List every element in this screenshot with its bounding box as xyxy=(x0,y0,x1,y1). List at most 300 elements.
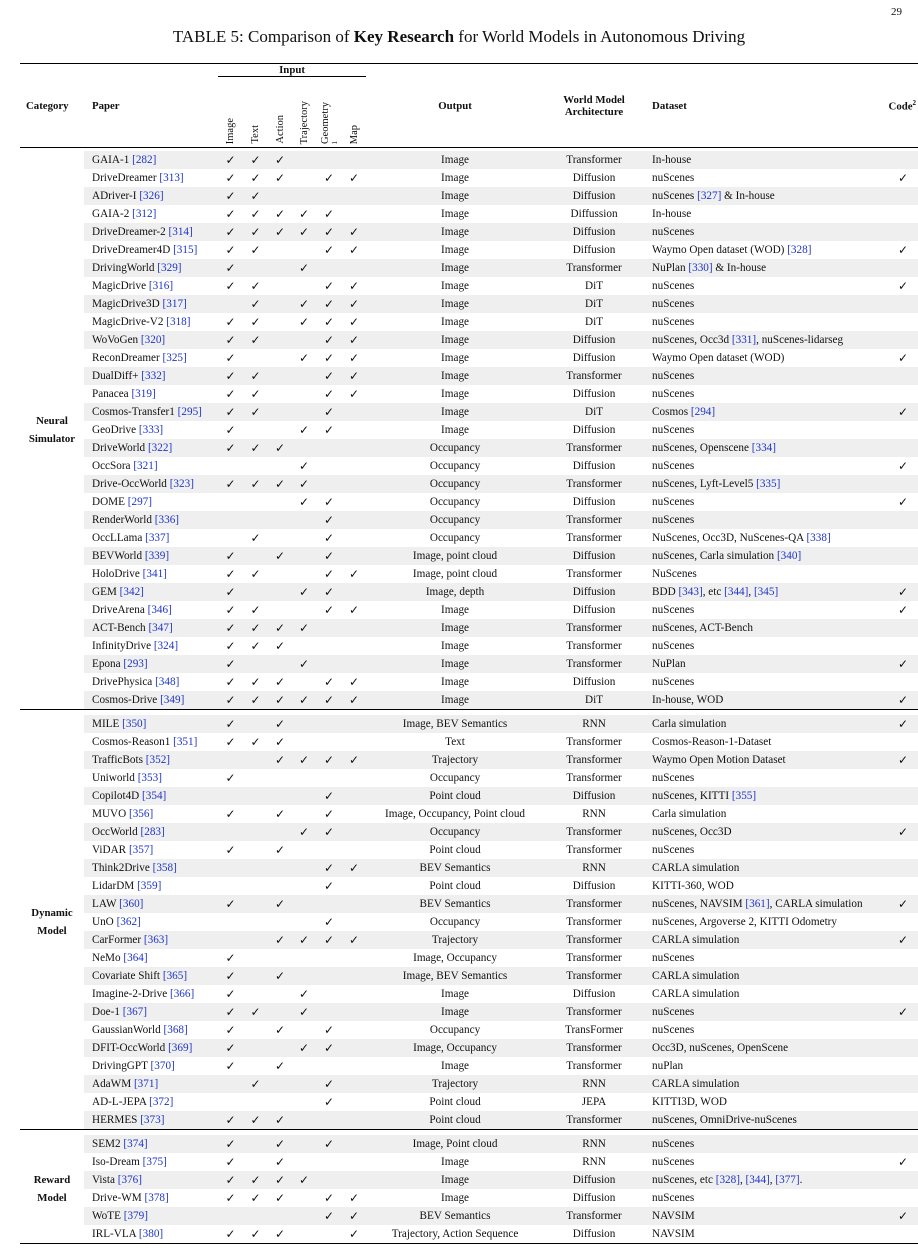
paper-ref[interactable]: [356] xyxy=(128,808,154,820)
input-trajectory-cell xyxy=(292,475,316,493)
code-cell xyxy=(880,1189,918,1207)
output-cell: Point cloud xyxy=(366,787,544,805)
input-action-cell xyxy=(268,151,292,169)
check-mark: ✓ xyxy=(298,477,310,491)
input-action-cell xyxy=(268,1021,292,1039)
paper-ref[interactable]: [372] xyxy=(149,1096,174,1108)
input-geometry-cell xyxy=(316,655,342,673)
code-cell xyxy=(880,385,918,403)
paper-ref[interactable]: [371] xyxy=(133,1078,159,1090)
paper-name: DriveDreamer xyxy=(92,172,157,184)
dataset-ref[interactable]: [330] xyxy=(688,262,713,274)
table-row xyxy=(20,529,918,547)
paper-name: GaussianWorld xyxy=(92,1024,161,1036)
input-trajectory-cell xyxy=(292,1093,316,1111)
paper-ref[interactable]: [317] xyxy=(162,298,187,310)
check-mark: ✓ xyxy=(225,1113,236,1127)
dataset-ref[interactable]: [345] xyxy=(753,586,779,598)
input-text-cell xyxy=(243,439,268,457)
input-text-cell xyxy=(243,877,268,895)
paper-ref[interactable]: [378] xyxy=(144,1192,169,1204)
check-mark: ✓ xyxy=(298,621,310,635)
input-action-cell xyxy=(268,1093,292,1111)
dataset-ref[interactable]: [344] xyxy=(724,586,749,598)
input-trajectory-cell xyxy=(292,715,316,733)
dataset-ref[interactable]: [355] xyxy=(731,790,757,802)
input-image-cell xyxy=(218,859,243,877)
paper-ref[interactable]: [320] xyxy=(140,334,166,346)
check-mark: ✓ xyxy=(323,207,335,221)
check-mark: ✓ xyxy=(274,549,286,563)
input-image-cell xyxy=(218,1003,243,1021)
output-cell: Image xyxy=(366,691,544,710)
input-trajectory-cell xyxy=(292,169,316,187)
input-trajectory-cell xyxy=(292,733,316,751)
dataset-cell xyxy=(644,637,880,655)
output-cell: Text xyxy=(445,736,465,748)
paper-name: DrivingGPT xyxy=(92,1060,148,1072)
input-trajectory-cell xyxy=(292,1075,316,1093)
paper-ref[interactable]: [363] xyxy=(143,934,169,946)
paper-ref[interactable]: [336] xyxy=(154,514,180,526)
paper-cell xyxy=(84,169,218,187)
paper-ref[interactable]: [351] xyxy=(173,736,198,748)
input-action-cell xyxy=(268,1225,292,1244)
input-text-cell xyxy=(243,949,268,967)
paper-cell xyxy=(84,1039,218,1057)
input-text-cell xyxy=(243,349,268,367)
output-cell: Image xyxy=(366,403,544,421)
check-mark: ✓ xyxy=(225,1023,236,1037)
table-row xyxy=(20,895,918,913)
dataset-text: nuScenes xyxy=(652,844,695,856)
paper-ref[interactable]: [324] xyxy=(153,640,179,652)
check-mark: ✓ xyxy=(897,717,909,731)
paper-cell xyxy=(84,823,218,841)
check-mark: ✓ xyxy=(274,735,286,749)
dataset-cell xyxy=(644,205,880,223)
paper-cell xyxy=(84,565,218,583)
output-cell: Occupancy xyxy=(429,1024,481,1036)
paper-cell xyxy=(84,655,218,673)
header-architecture: World Model Architecture xyxy=(563,93,625,118)
input-image-cell xyxy=(218,1075,243,1093)
code-cell xyxy=(880,205,918,223)
input-map-cell xyxy=(342,1093,366,1111)
paper-ref[interactable]: [314] xyxy=(168,226,193,238)
check-mark: ✓ xyxy=(225,585,236,599)
dataset-text: CARLA simulation xyxy=(652,1078,740,1090)
check-mark: ✓ xyxy=(348,225,360,239)
code-cell xyxy=(880,475,918,493)
dataset-cell xyxy=(644,1171,880,1189)
input-action-cell xyxy=(268,1057,292,1075)
paper-name: DrivingWorld xyxy=(92,262,155,274)
input-map-cell xyxy=(342,223,366,241)
input-trajectory-cell xyxy=(292,187,316,205)
check-mark: ✓ xyxy=(250,315,261,329)
paper-cell xyxy=(84,1075,218,1093)
check-mark: ✓ xyxy=(348,279,360,293)
input-image-cell xyxy=(218,349,243,367)
dataset-cell xyxy=(644,877,880,895)
dataset-ref[interactable]: [328] xyxy=(787,244,812,256)
table-row xyxy=(20,877,918,895)
input-action-cell xyxy=(268,259,292,277)
header-code-label: Code xyxy=(888,100,913,113)
output-cell: Point cloud xyxy=(429,880,481,892)
check-mark: ✓ xyxy=(250,243,261,257)
dataset-text: nuScenes, Carla simulation xyxy=(652,550,777,562)
paper-ref[interactable]: [319] xyxy=(131,388,156,400)
dataset-cell xyxy=(644,655,880,673)
comparison-table xyxy=(20,63,918,1245)
paper-ref[interactable]: [374] xyxy=(123,1138,148,1150)
check-mark: ✓ xyxy=(323,369,335,383)
paper-ref[interactable]: [316] xyxy=(148,280,174,292)
paper-ref[interactable]: [376] xyxy=(117,1174,142,1186)
paper-ref[interactable]: [282] xyxy=(132,154,157,166)
input-map-cell xyxy=(342,733,366,751)
architecture-cell: Transformer xyxy=(544,1003,644,1021)
dataset-text: , CARLA simulation xyxy=(769,898,863,910)
check-mark: ✓ xyxy=(225,477,236,491)
paper-ref[interactable]: [339] xyxy=(144,550,170,562)
check-mark: ✓ xyxy=(250,1005,261,1019)
input-trajectory-cell xyxy=(292,439,316,457)
paper-ref[interactable]: [349] xyxy=(160,694,185,706)
input-trajectory-cell xyxy=(292,1207,316,1225)
dataset-cell xyxy=(644,583,880,601)
code-cell xyxy=(880,151,918,169)
input-trajectory-cell xyxy=(292,1057,316,1075)
table-row xyxy=(20,511,918,529)
paper-cell xyxy=(84,331,218,349)
paper-ref[interactable]: [342] xyxy=(119,586,144,598)
input-trajectory-cell xyxy=(292,1189,316,1207)
input-action-cell xyxy=(268,913,292,931)
paper-ref[interactable]: [379] xyxy=(123,1210,148,1222)
dataset-cell xyxy=(644,241,880,259)
dataset-text: NAVSIM xyxy=(652,1228,695,1240)
table-row xyxy=(20,187,918,205)
table-title xyxy=(0,27,918,47)
check-mark: ✓ xyxy=(225,735,236,749)
paper-cell xyxy=(84,691,218,710)
architecture-cell: RNN xyxy=(582,1156,606,1168)
paper-ref[interactable]: [341] xyxy=(142,568,167,580)
input-action-cell xyxy=(268,1153,292,1171)
input-image-cell xyxy=(218,841,243,859)
output-cell: Image xyxy=(441,388,469,400)
paper-name: DOME xyxy=(92,496,125,508)
input-map-cell xyxy=(342,1207,366,1225)
check-mark: ✓ xyxy=(225,567,236,581)
paper-ref[interactable]: [368] xyxy=(163,1024,188,1036)
input-geometry-cell xyxy=(316,1093,342,1111)
code-cell xyxy=(880,457,918,475)
paper-ref[interactable]: [326] xyxy=(139,190,164,202)
architecture-cell: DiT xyxy=(585,316,604,328)
input-geometry-cell xyxy=(316,859,342,877)
input-text-cell xyxy=(243,1225,268,1244)
code-cell xyxy=(880,691,918,710)
check-mark: ✓ xyxy=(323,531,335,545)
input-text-cell xyxy=(243,1093,268,1111)
input-image-cell xyxy=(218,805,243,823)
input-trajectory-cell xyxy=(292,619,316,637)
paper-ref[interactable]: [360] xyxy=(119,898,144,910)
dataset-ref[interactable]: [361] xyxy=(745,898,770,910)
dataset-text: nuScenes, ACT-Bench xyxy=(652,622,753,634)
dataset-ref[interactable]: [340] xyxy=(776,550,802,562)
paper-ref[interactable]: [293] xyxy=(123,658,148,670)
check-mark: ✓ xyxy=(274,1023,286,1037)
input-map-cell xyxy=(342,421,366,439)
check-mark: ✓ xyxy=(323,1137,335,1151)
input-action-cell xyxy=(268,823,292,841)
output-cell: Image xyxy=(441,424,469,436)
paper-ref[interactable]: [373] xyxy=(140,1114,165,1126)
dataset-ref[interactable]: [334] xyxy=(751,442,776,454)
paper-ref[interactable]: [364] xyxy=(123,952,148,964)
check-mark: ✓ xyxy=(274,1059,286,1073)
paper-ref[interactable]: [358] xyxy=(152,862,177,874)
code-cell xyxy=(880,1003,918,1021)
paper-ref[interactable]: [312] xyxy=(132,208,157,220)
input-text-cell xyxy=(243,715,268,733)
paper-cell xyxy=(84,367,218,385)
paper-ref[interactable]: [337] xyxy=(145,532,170,544)
paper-ref[interactable]: [315] xyxy=(173,244,198,256)
check-mark: ✓ xyxy=(348,171,360,185)
check-mark: ✓ xyxy=(323,789,335,803)
paper-name: TrafficBots xyxy=(92,754,143,766)
table-row xyxy=(20,1039,918,1057)
output-cell: Image xyxy=(366,619,544,637)
input-text-cell xyxy=(243,787,268,805)
check-mark: ✓ xyxy=(274,753,286,767)
dataset-text: nuScenes xyxy=(652,640,695,652)
check-mark: ✓ xyxy=(250,675,261,689)
input-geometry-cell xyxy=(316,877,342,895)
input-image-cell xyxy=(218,403,243,421)
paper-cell xyxy=(84,1057,218,1075)
input-geometry-cell xyxy=(316,169,342,187)
paper-ref[interactable]: [367] xyxy=(122,1006,147,1018)
code-cell xyxy=(880,367,918,385)
table-row xyxy=(20,1057,918,1075)
dataset-ref[interactable]: [327] xyxy=(697,190,722,202)
dataset-text: nuPlan xyxy=(652,1060,684,1072)
check-mark: ✓ xyxy=(897,753,909,767)
dataset-ref[interactable]: [335] xyxy=(756,478,781,490)
paper-ref[interactable]: [353] xyxy=(137,772,162,784)
paper-ref[interactable]: [362] xyxy=(116,916,141,928)
input-trajectory-cell xyxy=(292,967,316,985)
input-trajectory-cell xyxy=(292,1003,316,1021)
paper-cell xyxy=(84,913,218,931)
dataset-text: nuScenes, etc xyxy=(652,1174,716,1186)
dataset-ref[interactable]: [328] xyxy=(715,1174,740,1186)
dataset-text: BDD xyxy=(652,586,679,598)
check-mark: ✓ xyxy=(348,1209,360,1223)
header-input-label: Geometry xyxy=(319,102,331,144)
code-cell xyxy=(880,655,918,673)
check-mark: ✓ xyxy=(323,1209,335,1223)
table-row xyxy=(20,673,918,691)
output-cell: Image xyxy=(441,640,469,652)
check-mark: ✓ xyxy=(225,351,236,365)
paper-cell xyxy=(84,1207,218,1225)
check-mark: ✓ xyxy=(274,1191,286,1205)
header-input-trajectory xyxy=(292,77,316,148)
input-image-cell xyxy=(218,787,243,805)
paper-cell xyxy=(84,151,218,169)
check-mark: ✓ xyxy=(250,297,261,311)
paper-name: Epona xyxy=(92,658,121,670)
table-row xyxy=(20,715,918,733)
paper-ref[interactable]: [370] xyxy=(150,1060,175,1072)
paper-name: DFIT-OccWorld xyxy=(92,1042,166,1054)
output-cell: Image, BEV Semantics xyxy=(366,967,544,985)
input-geometry-cell xyxy=(316,439,342,457)
dataset-cell xyxy=(644,1021,880,1039)
input-text-cell xyxy=(243,295,268,313)
paper-ref[interactable]: [318] xyxy=(166,316,191,328)
paper-ref[interactable]: [375] xyxy=(142,1156,167,1168)
input-text-cell xyxy=(243,529,268,547)
paper-ref[interactable]: [325] xyxy=(162,352,187,364)
code-cell xyxy=(880,673,918,691)
architecture-cell: Transformer xyxy=(566,772,622,784)
header-paper: Paper xyxy=(92,99,120,112)
dataset-cell xyxy=(644,457,880,475)
code-cell xyxy=(880,259,918,277)
check-mark: ✓ xyxy=(897,933,909,947)
input-trajectory-cell xyxy=(292,277,316,295)
check-mark: ✓ xyxy=(250,603,261,617)
architecture-cell: Transformer xyxy=(544,655,644,673)
paper-ref[interactable]: [322] xyxy=(147,442,173,454)
paper-ref[interactable]: [313] xyxy=(159,172,184,184)
paper-ref[interactable]: [346] xyxy=(147,604,172,616)
paper-name: MagicDrive-V2 xyxy=(92,316,164,328)
architecture-cell: Transformer xyxy=(566,736,622,748)
paper-ref[interactable]: [283] xyxy=(140,826,165,838)
input-map-cell xyxy=(342,1057,366,1075)
paper-ref[interactable]: [332] xyxy=(141,370,166,382)
paper-name: Think2Drive xyxy=(92,862,150,874)
input-image-cell xyxy=(218,1189,243,1207)
output-cell: Point cloud xyxy=(429,1096,481,1108)
dataset-ref[interactable]: [338] xyxy=(806,532,831,544)
paper-name: Imagine-2-Drive xyxy=(92,988,168,1000)
header-dataset: Dataset xyxy=(652,99,687,112)
input-map-cell xyxy=(342,151,366,169)
code-cell xyxy=(880,619,918,637)
paper-ref[interactable]: [348] xyxy=(155,676,180,688)
dataset-text: In-house xyxy=(652,154,692,166)
dataset-text: Waymo Open dataset (WOD) xyxy=(652,244,788,256)
check-mark: ✓ xyxy=(298,1041,310,1055)
dataset-ref[interactable]: [294] xyxy=(690,406,716,418)
dataset-ref[interactable]: [331] xyxy=(731,334,757,346)
paper-ref[interactable]: [347] xyxy=(148,622,173,634)
input-map-cell xyxy=(342,385,366,403)
dataset-cell xyxy=(644,823,880,841)
paper-ref[interactable]: [359] xyxy=(137,880,162,892)
paper-ref[interactable]: [329] xyxy=(157,262,182,274)
architecture-cell: Diffusion xyxy=(544,583,644,601)
input-map-cell xyxy=(342,1003,366,1021)
dataset-text: nuScenes xyxy=(652,514,695,526)
code-cell xyxy=(880,583,918,601)
code-cell xyxy=(880,169,918,187)
paper-ref[interactable]: [321] xyxy=(133,460,158,472)
header-input-action xyxy=(268,77,292,148)
paper-cell xyxy=(84,1189,218,1207)
paper-ref[interactable]: [369] xyxy=(168,1042,193,1054)
input-action-cell xyxy=(268,949,292,967)
input-map-cell xyxy=(342,913,366,931)
paper-ref[interactable]: [380] xyxy=(138,1228,164,1240)
check-mark: ✓ xyxy=(348,1191,360,1205)
input-image-cell xyxy=(218,205,243,223)
paper-ref[interactable]: [354] xyxy=(142,790,167,802)
paper-ref[interactable]: [357] xyxy=(128,844,154,856)
paper-ref[interactable]: [366] xyxy=(169,988,195,1000)
check-mark: ✓ xyxy=(250,477,261,491)
dataset-ref[interactable]: [377] xyxy=(775,1174,800,1186)
input-geometry-cell xyxy=(316,151,342,169)
check-mark: ✓ xyxy=(298,693,310,707)
paper-ref[interactable]: [352] xyxy=(145,754,171,766)
paper-ref[interactable]: [365] xyxy=(162,970,188,982)
paper-ref[interactable]: [350] xyxy=(122,718,147,730)
input-map-cell xyxy=(342,1153,366,1171)
check-mark: ✓ xyxy=(250,333,261,347)
dataset-text: Waymo Open Motion Dataset xyxy=(652,754,786,766)
paper-ref[interactable]: [297] xyxy=(127,496,152,508)
check-mark: ✓ xyxy=(298,933,310,947)
paper-ref[interactable]: [295] xyxy=(177,406,202,418)
code-cell xyxy=(880,511,918,529)
check-mark: ✓ xyxy=(323,1041,335,1055)
input-geometry-cell xyxy=(316,967,342,985)
input-map-cell xyxy=(342,751,366,769)
output-cell: Trajectory xyxy=(366,1075,544,1093)
code-cell xyxy=(880,949,918,967)
input-trajectory-cell xyxy=(292,349,316,367)
check-mark: ✓ xyxy=(225,243,236,257)
dataset-cell xyxy=(644,1093,880,1111)
input-map-cell xyxy=(342,1135,366,1153)
paper-ref[interactable]: [333] xyxy=(138,424,164,436)
dataset-ref[interactable]: [343] xyxy=(678,586,703,598)
check-mark: ✓ xyxy=(323,879,335,893)
title-bold: Key Research xyxy=(353,27,455,46)
input-geometry-cell xyxy=(316,1207,342,1225)
input-image-cell xyxy=(218,637,243,655)
paper-ref[interactable]: [323] xyxy=(169,478,194,490)
check-mark: ✓ xyxy=(225,225,236,239)
dataset-ref[interactable]: [344] xyxy=(745,1174,770,1186)
input-action-cell xyxy=(268,655,292,673)
table-row xyxy=(20,1075,918,1093)
dataset-text: Carla simulation xyxy=(652,808,727,820)
input-action-cell xyxy=(268,1039,292,1057)
